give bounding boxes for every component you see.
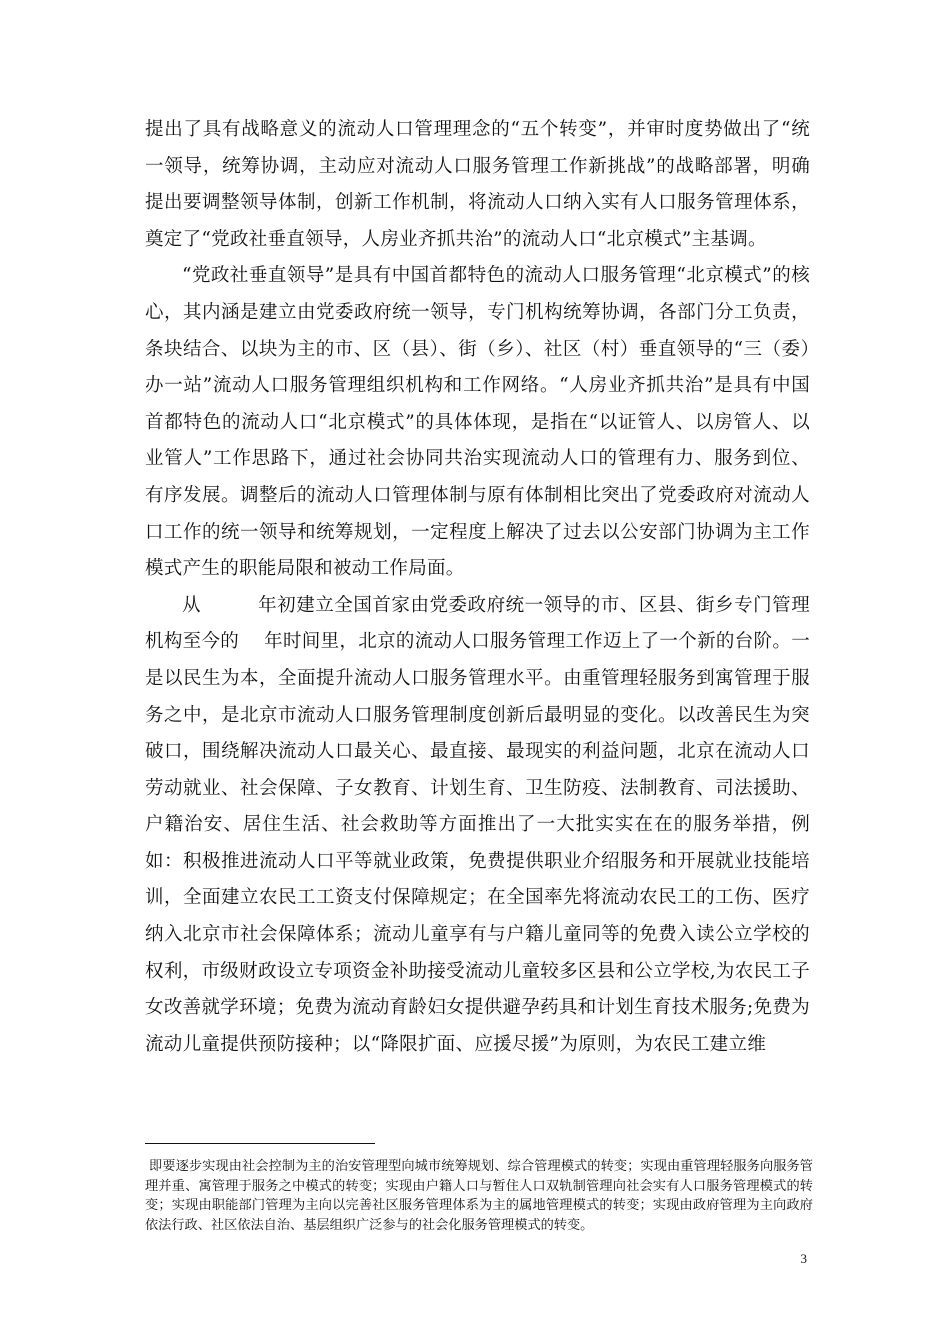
body-text xyxy=(145,112,810,1063)
paragraph-2: “党政社垂直领导”是具有中国首都特色的流动人口服务管理“北京模式”的核心，其内涵是建立由党委政府统一领导，专门机构统筹协调，各部门分工负责，条块结合、以块为主的市、区（县）、街（乡）、社区（村）垂直领导的“三（委）办一站”流动人口服务管理组织机构和工作网络。“人房业齐抓共治”是具有中国首都特色的流动人口“北京模式”的具体体现，是指在“以证管人、以房管人、以业管人”工作思路下，通过社会协同共治实现流动人口的管理有力、服务到位、有序发展。调整后的流动人口管理体制与原有体制相比突出了党委政府对流动人口工作的统一领导和统筹规划，一定程度上解决了过去以公安部门协调为主工作模式产生的职能局限和被动工作局面。 xyxy=(145,265,810,580)
paragraph-1: 提出了具有战略意义的流动人口管理理念的“五个转变”，并审时度势做出了“统一领导，统筹协调，主动应对流动人口服务管理工作新挑战”的战略部署，明确提出要调整领导体制，创新工作机制，将流动人口纳入实有人口服务管理体系，奠定了“党政社垂直领导，人房业齐抓共治”的流动人口“北京模式”主基调。 xyxy=(145,119,810,250)
footnote: 即要逐步实现由社会控制为主的治安管理型向城市统筹规划、综合管理模式的转变；实现由重管理轻服务向服务管理并重、寓管理于服务之中模式的转变；实现由户籍人口与暂住人口双轨制管理向社会实有人口服务管理模式的转变；实现由职能部门管理为主向以完善社区服务管理体系为主的属地管理模式的转变；实现由政府管理为主向政府依法行政、社区依法自治、基层组织广泛参与的社会化服务管理模式的转变。 xyxy=(145,1159,813,1233)
page-number: 3 xyxy=(800,1251,807,1266)
paragraph-3: 从 年初建立全国首家由党委政府统一领导的市、区县、街乡专门管理机构至今的 年时间里，北京的流动人口服务管理工作迈上了一个新的台阶。一是以民生为本，全面提升流动人口服务管理水平。由重管理轻服务到寓管理于服务之中，是北京市流动人口服务管理制度创新后最明显的变化。以改善民生为突破口，围绕解决流动人口最关心、最直接、最现实的利益问题，北京在流动人口劳动就业、社会保障、子女教育、计划生育、卫生防疫、法制教育、司法援助、户籍治安、居住生活、社会救助等方面推出了一大批实实在在的服务举措，例如：积极推进流动人口平等就业政策，免费提供职业介绍服务和开展就业技能培训，全面建立农民工工资支付保障规定；在全国率先将流动农民工的工伤、医疗纳入北京市社会保障体系；流动儿童享有与户籍儿童同等的免费入读公立学校的权利，市级财政设立专项资金补助接受流动儿童较多区县和公立学校,为农民工子女改善就学环境；免费为流动育龄妇女提供避孕药具和计划生育技术服务;免费为流动儿童提供预防接种；以“降限扩面、应援尽援”为原则，为农民工建立维 xyxy=(145,594,810,1055)
footnote-divider xyxy=(145,1143,375,1144)
